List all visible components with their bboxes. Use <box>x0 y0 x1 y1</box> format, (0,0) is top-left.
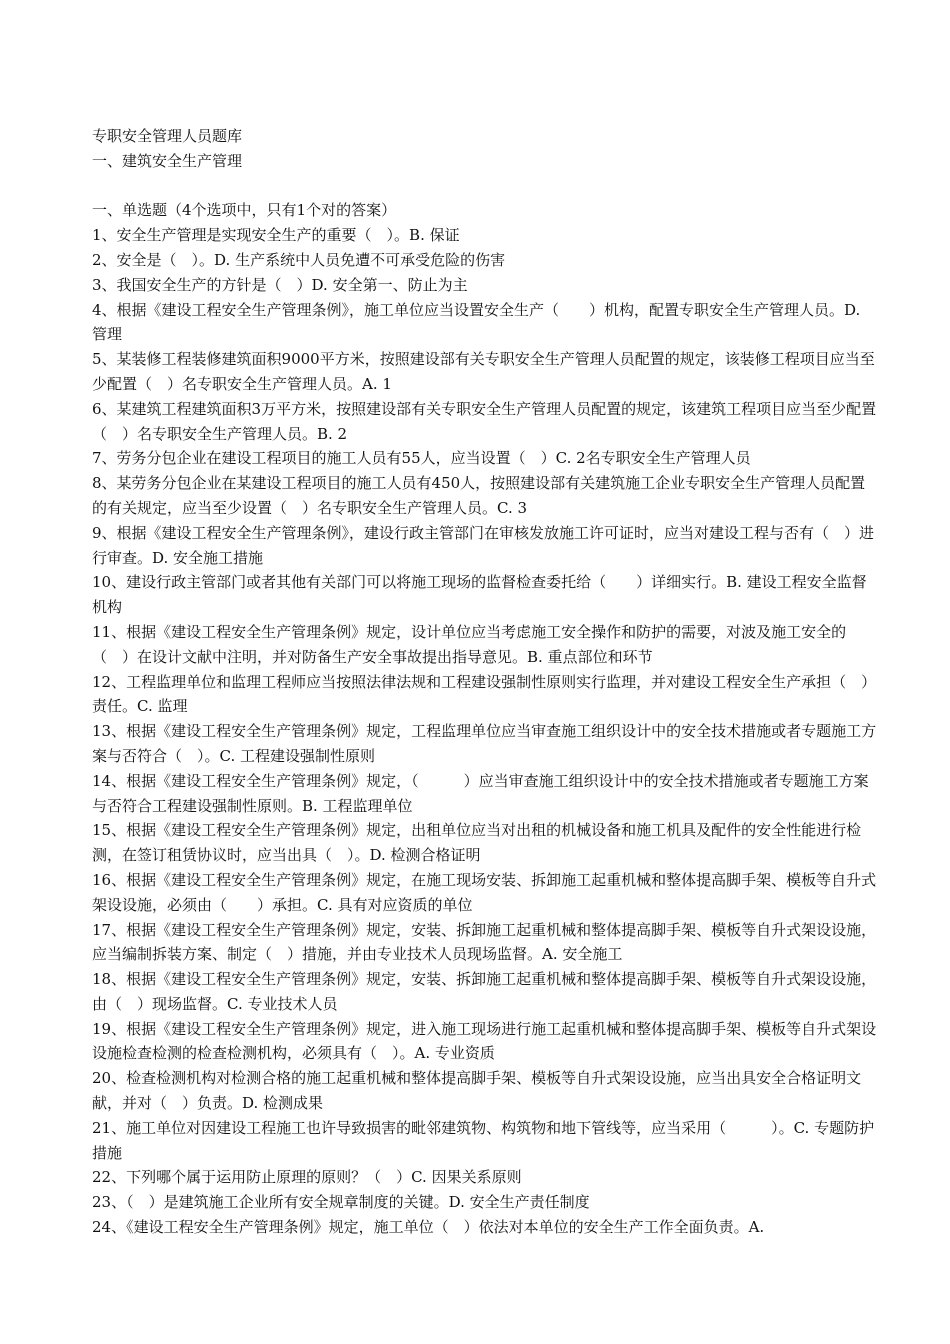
document-body <box>92 124 878 1240</box>
question-item: 12、工程监理单位和监理工程师应当按照法律法规和工程建设强制性原则实行监理，并对建设工程安全生产承担（ ）责任。C. 监理 <box>92 672 877 716</box>
blank-line <box>92 174 878 199</box>
section-heading: 一、建筑安全生产管理 <box>92 151 243 170</box>
document-title: 专职安全管理人员题库 <box>92 127 243 145</box>
subsection-heading: 一、单选题（4个选项中，只有1个对的答案） <box>92 201 397 220</box>
question-item: 9、根据《建设工程安全生产管理条例》，建设行政主管部门在审核发放施工许可证时，应当对建设工程与否有（ ）进行审查。D. 安全施工措施 <box>92 523 875 567</box>
question-item: 10、建设行政主管部门或者其他有关部门可以将施工现场的监督检查委托给（ ）详细实行。B. 建设工程安全监督机构 <box>92 573 867 617</box>
question-item: 18、根据《建设工程安全生产管理条例》规定，安装、拆卸施工起重机械和整体提高脚手架、模板等自升式架设设施，由（ ）现场监督。C. 专业技术人员 <box>92 970 877 1013</box>
question-item: 1、安全生产管理是实现安全生产的重要（ ）。B. 保证 <box>92 226 460 245</box>
question-item: 22、下列哪个属于运用防止原理的原则？（ ）C. 因果关系原则 <box>92 1168 522 1187</box>
question-item: 23、（ ）是建筑施工企业所有安全规章制度的关键。D. 安全生产责任制度 <box>92 1193 590 1212</box>
question-list <box>92 223 878 1240</box>
question-item: 20、检查检测机构对检测合格的施工起重机械和整体提高脚手架、模板等自升式架设设施，应当出具安全合格证明文献，并对（ ）负责。D. 检测成果 <box>92 1069 862 1113</box>
question-item: 17、根据《建设工程安全生产管理条例》规定，安装、拆卸施工起重机械和整体提高脚手架、模板等自升式架设设施，应当编制拆装方案、制定（ ）措施，并由专业技术人员现场监督。A. 安全施工 <box>92 920 877 964</box>
question-item: 14、根据《建设工程安全生产管理条例》规定，（ ）应当审查施工组织设计中的安全技术措施或者专题施工方案与否符合工程建设强制性原则。B. 工程监理单位 <box>92 771 869 815</box>
question-item: 21、施工单位对因建设工程施工也许导致损害的毗邻建筑物、构筑物和地下管线等，应当采用（ ）。C. 专题防护措施 <box>92 1118 875 1162</box>
question-item: 3、我国安全生产的方针是（ ）D. 安全第一、防止为主 <box>92 275 468 294</box>
question-item: 5、某装修工程装修建筑面积9000平方米，按照建设部有关专职安全生产管理人员配置的规定，该装修工程项目应当至少配置（ ）名专职安全生产管理人员。A. 1 <box>92 350 875 393</box>
question-item: 7、劳务分包企业在建设工程项目的施工人员有55人，应当设置（ ）C. 2名专职安全生产管理人员 <box>92 449 751 468</box>
question-item: 11、根据《建设工程安全生产管理条例》规定，设计单位应当考虑施工安全操作和防护的需要，对波及施工安全的（ ）在设计文献中注明，并对防备生产安全事故提出指导意见。B. 重点部位和环节 <box>92 622 847 666</box>
question-item: 24、《建设工程安全生产管理条例》规定，施工单位（ ）依法对本单位的安全生产工作全面负责。A. <box>92 1218 765 1237</box>
question-item: 4、根据《建设工程安全生产管理条例》，施工单位应当设置安全生产（ ）机构，配置专职安全生产管理人员。D. 管理 <box>92 300 866 344</box>
question-item: 16、根据《建设工程安全生产管理条例》规定，在施工现场安装、拆卸施工起重机械和整体提高脚手架、模板等自升式架设设施，必须由（ ）承担。C. 具有对应资质的单位 <box>92 870 877 914</box>
question-item: 6、某建筑工程建筑面积3万平方米，按照建设部有关专职安全生产管理人员配置的规定，该建筑工程项目应当至少配置（ ）名专职安全生产管理人员。B. 2 <box>92 399 877 443</box>
question-item: 2、安全是（ ）。D. 生产系统中人员免遭不可承受危险的伤害 <box>92 250 506 269</box>
question-item: 13、根据《建设工程安全生产管理条例》规定，工程监理单位应当审查施工组织设计中的安全技术措施或者专题施工方案与否符合（ ）。C. 工程建设强制性原则 <box>92 722 877 765</box>
question-item: 19、根据《建设工程安全生产管理条例》规定，进入施工现场进行施工起重机械和整体提高脚手架、模板等自升式架设设施检查检测的检查检测机构，必须具有（ ）。A. 专业资质 <box>92 1019 877 1063</box>
question-item: 15、根据《建设工程安全生产管理条例》规定，出租单位应当对出租的机械设备和施工机具及配件的安全性能进行检测，在签订租赁协议时，应当出具（ ）。D. 检测合格证明 <box>92 821 862 865</box>
question-item: 8、某劳务分包企业在某建设工程项目的施工人员有450人，按照建设部有关建筑施工企业专职安全生产管理人员配置的有关规定，应当至少设置（ ）名专职安全生产管理人员。C. 3 <box>92 474 866 517</box>
